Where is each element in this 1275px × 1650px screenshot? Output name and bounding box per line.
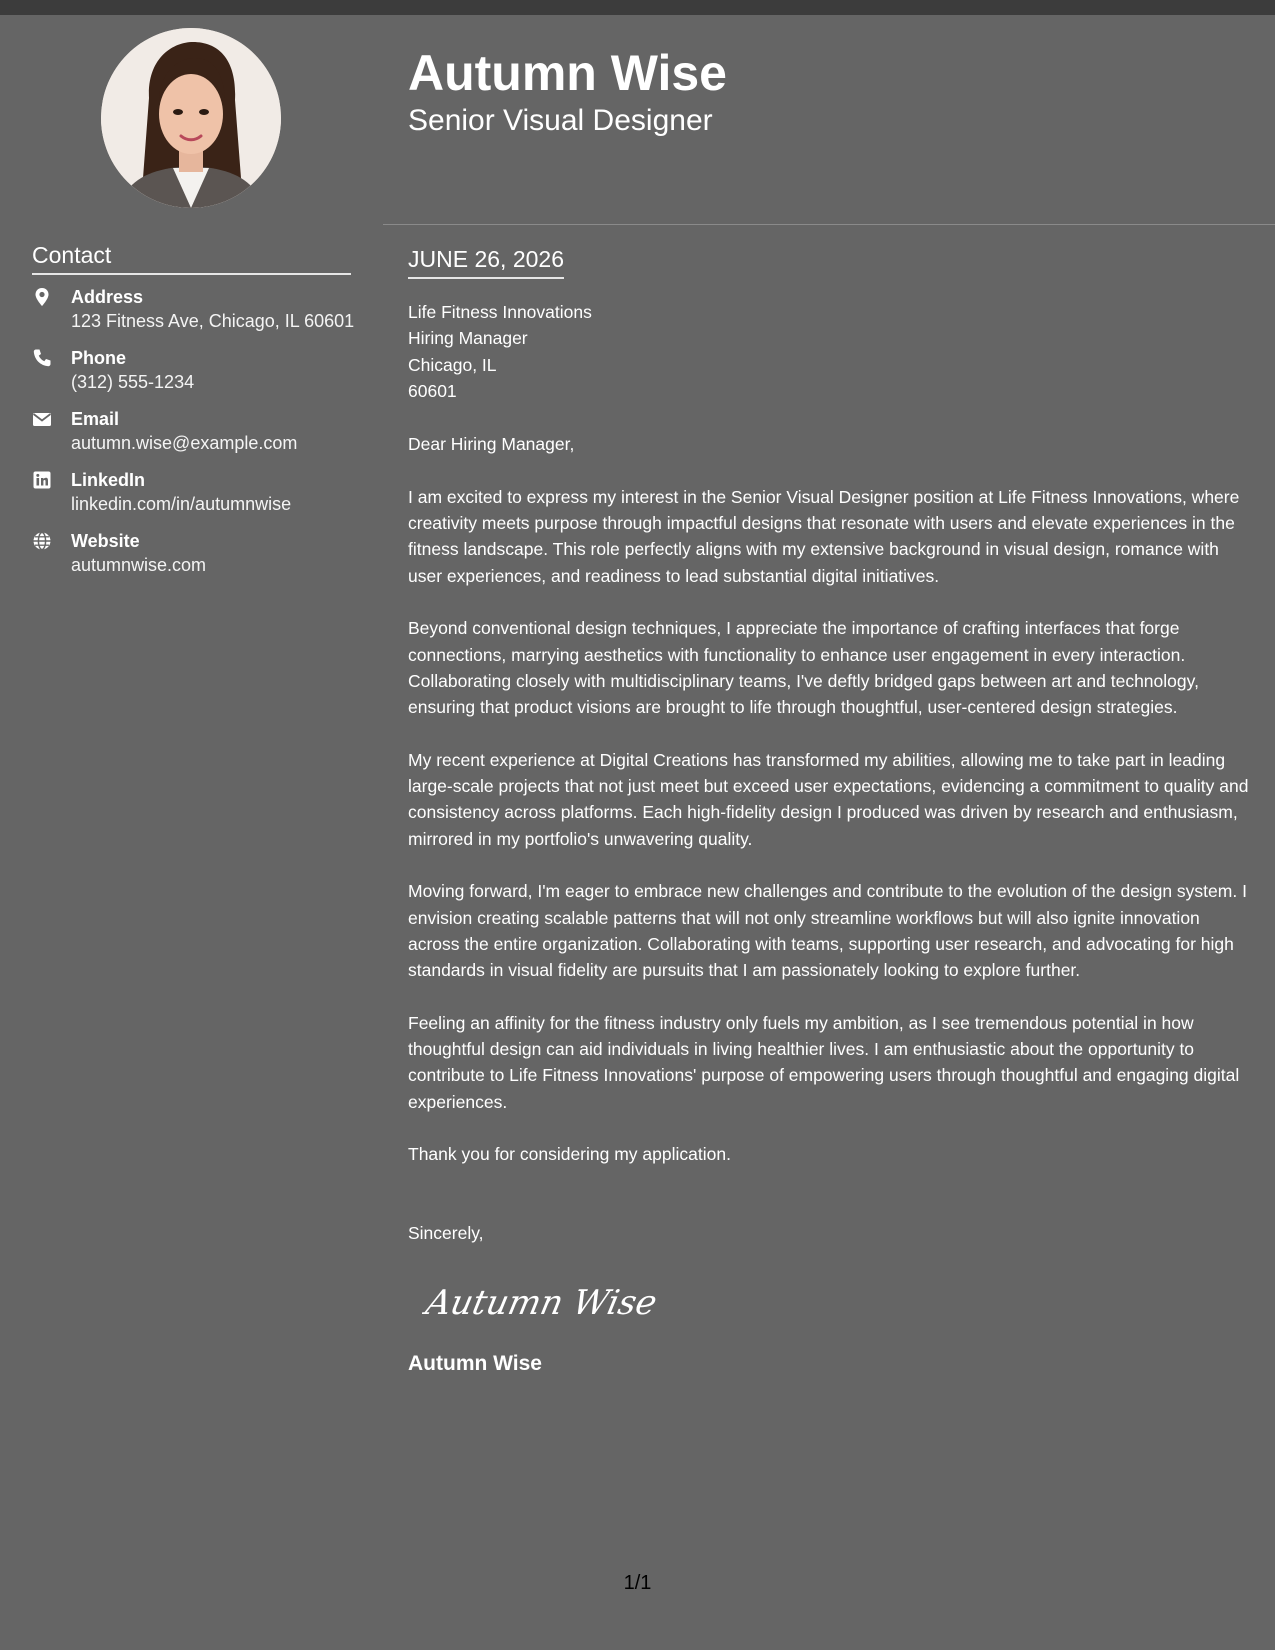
phone-icon [32, 348, 52, 368]
recipient-company: Life Fitness Innovations [408, 302, 592, 322]
linkedin-value[interactable]: linkedin.com/in/autumnwise [71, 494, 292, 514]
avatar [101, 28, 281, 208]
profile-photo [101, 28, 281, 208]
linkedin-icon [32, 470, 52, 490]
sidebar [0, 15, 383, 1650]
contact-label: Address [71, 287, 144, 307]
contact-item-website [32, 529, 362, 578]
contact-label: LinkedIn [71, 470, 146, 490]
signer-name: Autumn Wise [408, 1351, 542, 1375]
contact-label: Phone [71, 348, 127, 368]
signature-image [422, 1268, 1253, 1338]
header-name: Autumn Wise [408, 45, 727, 101]
envelope-icon [32, 409, 52, 429]
email-value: autumn.wise@example.com [71, 433, 298, 453]
contact-list [32, 285, 362, 590]
signature-text: Autumn Wise [422, 1283, 661, 1323]
map-pin-icon [32, 287, 52, 307]
contact-label: Email [71, 409, 120, 429]
paragraph: My recent experience at Digital Creations has transformed my abilities, allowing me to take part in leading large-scale projects that not just meet but exceed user expectations, evidencing a commitment to quality and consistency across platforms. Each high-fidelity design I produced was driven by research and enthusiasm, mirrored in my portfolio's unwavering quality. [408, 749, 1249, 849]
recipient-city: Chicago, IL [408, 354, 497, 375]
salutation: Dear Hiring Manager, [408, 434, 575, 455]
header-divider [383, 224, 1275, 225]
thanks-line: Thank you for considering my application. [408, 1144, 731, 1165]
paragraph: I am excited to express my interest in the Senior Visual Designer position at Life Fitness Innovations, where creativity meets purpose through impactful designs that resonate with users and elevate experiences in the fitness landscape. This role perfectly aligns with my extensive background in visual design, romance with user experiences, and readiness to lead substantial digital initiatives. [408, 486, 1240, 586]
recipient-role: Hiring Manager [408, 328, 528, 349]
paragraph: Feeling an affinity for the fitness industry only fuels my ambition, as I see tremendous potential in how thoughtful design can aid individuals in living healthier lives. I am enthusiastic about the opportunity to contribute to Life Fitness Innovations' purpose of empowering users through thoughtful and engaging digital experiences. [408, 1012, 1240, 1112]
website-value[interactable]: autumnwise.com [71, 555, 207, 575]
closing: Sincerely, [408, 1222, 484, 1243]
contact-heading: Contact [32, 241, 351, 275]
paragraph: Moving forward, I'm eager to embrace new challenges and contribute to the evolution of the design system. I envision creating scalable patterns that will not only streamline workflows but will also ignite innovation across the entire organization. Collaborating with teams, supporting user research, and advocating for high standards in visual fidelity are pursuits that I am passionately looking to explore further. [408, 881, 1247, 981]
contact-item-phone [32, 346, 362, 395]
globe-icon [32, 531, 52, 551]
recipient-zip: 60601 [408, 380, 457, 401]
header-job-title: Senior Visual Designer [408, 104, 713, 137]
letter-date: JUNE 26, 2026 [408, 245, 564, 279]
top-bar [0, 0, 1275, 15]
phone-value: (312) 555-1234 [71, 372, 195, 392]
contact-item-email [32, 407, 362, 456]
address-value: 123 Fitness Ave, Chicago, IL 60601 [71, 311, 355, 331]
contact-item-address [32, 285, 362, 334]
page-number: 1/1 [623, 1572, 652, 1594]
contact-label: Website [71, 531, 140, 551]
contact-item-linkedin [32, 468, 362, 517]
paragraph: Beyond conventional design techniques, I appreciate the importance of crafting interfaces that forge connections, marrying aesthetics with functionality to enhance user engagement in every interaction. Collaborating closely with multidisciplinary teams, I've deftly bridged gaps between art and technology, ensuring that product visions are brought to life through thoughtful, user-centered design strategies. [408, 618, 1199, 718]
letter-body [408, 245, 1253, 1378]
recipient-block [408, 299, 1253, 404]
